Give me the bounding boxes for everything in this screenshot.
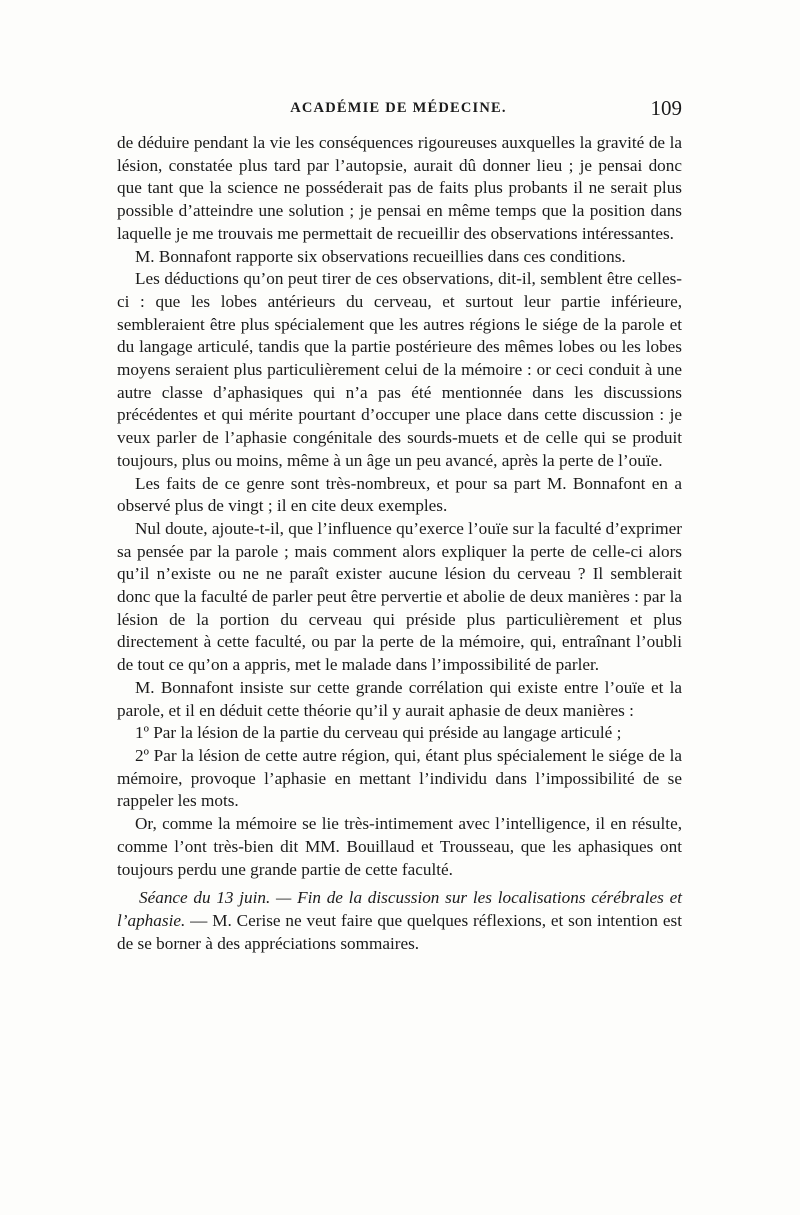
session-text: — M. Cerise ne veut faire que quelques réflexions, et son intention est de se borner à des appréciations sommaires.	[117, 910, 682, 953]
list-item: 1º Par la lésion de la partie du cerveau qui préside au langage articulé ;	[135, 723, 622, 743]
page-number: 109	[650, 96, 682, 120]
paragraph: M. Bonnafont insiste sur cette grande corrélation qui existe entre l’ouïe et la parole, et il en déduit cette théorie qu’il y aurait aphasie de deux manières :	[117, 677, 682, 720]
paragraph: Or, comme la mémoire se lie très-intimement avec l’intelligence, il en résulte, comme l’ont très-bien dit MM. Bouillaud et Trousseau, que les aphasiques ont toujours perdu une grande partie de cette faculté.	[117, 814, 682, 879]
paragraph: Les faits de ce genre sont très-nombreux, et pour sa part M. Bonnafont en a observé plus de vingt ; il en cite deux exemples.	[117, 473, 682, 516]
body-text	[117, 132, 682, 955]
session-separator: —	[270, 888, 298, 908]
paragraph-continued: de déduire pendant la vie les conséquences rigoureuses auxquelles la gravité de la lésion, constatée plus tard par l’autopsie, aurait dû donner lieu ; je pensai donc que tant que la science ne posséderait pas de faits plus probants il ne serait plus possible d’atteindre une solution ; je pensai en même temps que la position dans laquelle je me trouvais me permettait de recueillir des observations intéressantes.	[117, 133, 682, 243]
session-paragraph	[117, 887, 682, 955]
session-title: Fin de la discussion sur les localisations cérébrales et l’aphasie.	[117, 888, 682, 930]
list-item: 2º Par la lésion de cette autre région, qui, étant plus spécialement le siége de la mémoire, provoque l’aphasie en mettant l’individu dans l’impossibilité de se rappeler les mots.	[117, 745, 682, 811]
session-date: Séance du 13 juin.	[139, 888, 271, 908]
running-title: ACADÉMIE DE MÉDECINE.	[290, 100, 507, 116]
paragraph: Les déductions qu’on peut tirer de ces observations, dit-il, semblent être celles-ci : que les lobes antérieurs du cerveau, et surtout leur partie inférieure, sembleraient être plus spécialement que les autres régions le siége de la parole et du langage articulé, tandis que la partie postérieure des mêmes lobes ou les lobes moyens seraient plus particulièrement celui de la mémoire : or ceci conduit à une autre classe d’aphasiques qui n’a pas été mentionnée dans les discussions précédentes et qui mérite pourtant d’occuper une place dans cette discussion : je veux parler de l’aphasie congénitale des sourds-muets et de celle qui se produit toujours, plus ou moins, même à un âge un peu avancé, après la perte de l’ouïe.	[117, 269, 682, 470]
paragraph: Nul doute, ajoute-t-il, que l’influence qu’exerce l’ouïe sur la faculté d’exprimer sa pensée par la parole ; mais comment alors expliquer la perte de celle-ci alors qu’il n’existe ou ne ne paraît exister aucune lésion du cerveau ? Il semblerait donc que la faculté de parler peut être pervertie et abolie de deux manières : par la lésion de la portion du cerveau qui préside plus particulièrement et plus directement à cette faculté, ou par la perte de la mémoire, qui, entraînant l’oubli de tout ce qu’on a appris, met le malade dans l’impossibilité de parler.	[117, 518, 682, 675]
page-header	[115, 96, 682, 124]
paragraph: M. Bonnafont rapporte six observations recueillies dans ces conditions.	[135, 246, 626, 266]
